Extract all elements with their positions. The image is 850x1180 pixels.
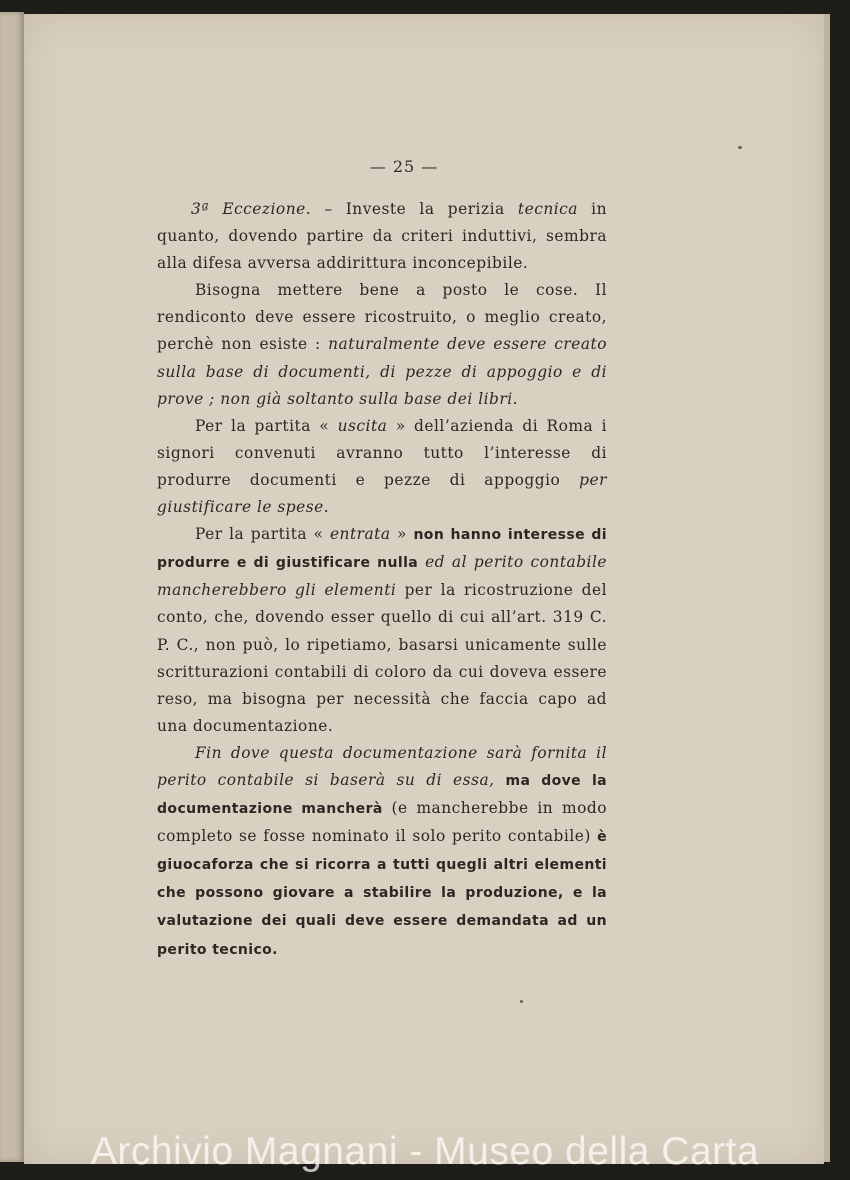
text-run: Bisogna mettere bene a posto le cose. Il rendiconto deve essere ricostruito, o meglio creato, perchè non esiste : xyxy=(157,281,607,354)
text-run: (e mancherebbe in modo completo se fosse nominato il solo perito contabile) xyxy=(157,799,607,846)
text-run: ed al perito contabile mancherebbero gli elementi xyxy=(157,553,607,600)
page-fore-edge xyxy=(824,14,830,1162)
text-run xyxy=(495,771,506,789)
text-run: in quanto, dovendo partire da criteri induttivi, sembra alla difesa avversa addirittura inconcepibile. xyxy=(157,200,607,273)
text-run: per giustificare le spese. xyxy=(157,470,607,517)
paragraph xyxy=(157,740,607,964)
text-run: non hanno interesse di produrre e di giustificare nulla xyxy=(157,527,607,572)
text-run: » dell’azienda di Roma i signori convenuti avranno tutto l’interesse di produrre documenti e pezze di appoggio xyxy=(157,416,607,489)
paper-speck xyxy=(520,1000,523,1003)
text-run: – Investe la perizia xyxy=(311,200,518,218)
paragraph xyxy=(157,277,607,412)
archive-watermark: Archivio Magnani - Museo della Carta xyxy=(90,1130,760,1173)
text-run: è giuocaforza che si ricorra a tutti quegli altri elementi che possono giovare a stabilire la produzione, e la valutazione dei quali deve essere demandata ad un perito tecnico. xyxy=(157,829,607,958)
paragraph xyxy=(157,521,607,740)
text-run: Per la partita « xyxy=(195,525,330,544)
text-run: Fin dove questa documentazione sarà fornita il perito contabile si baserà su di essa, xyxy=(157,743,607,789)
paragraph xyxy=(157,196,607,277)
text-run: per la ricostruzione del conto, che, dovendo esser quello di cui all’art. 319 C. P. C., non può, lo ripetiamo, basarsi unicamente sulle scritturazioni contabili di coloro da cui doveva essere reso, ma bisogna per necessità che faccia capo ad una documentazione. xyxy=(157,581,607,735)
text-run: ma dove la documentazione mancherà xyxy=(157,772,607,818)
text-run: entrata xyxy=(329,525,391,544)
text-run: uscita xyxy=(337,416,388,435)
text-run: » xyxy=(390,525,414,544)
facing-page-edge xyxy=(0,12,24,1162)
paper-speck xyxy=(738,146,742,149)
text-run: Per la partita « xyxy=(195,416,338,435)
body-text xyxy=(157,196,607,964)
paragraph xyxy=(157,413,607,521)
page-number: — 25 — xyxy=(369,157,439,176)
text-run: naturalmente deve essere creato sulla base di documenti, di pezze di appoggio e di prove ; non già soltanto sulla base dei libri. xyxy=(157,335,607,408)
text-run: 3ª Eccezione. xyxy=(191,200,312,218)
text-run: tecnica xyxy=(517,200,578,218)
